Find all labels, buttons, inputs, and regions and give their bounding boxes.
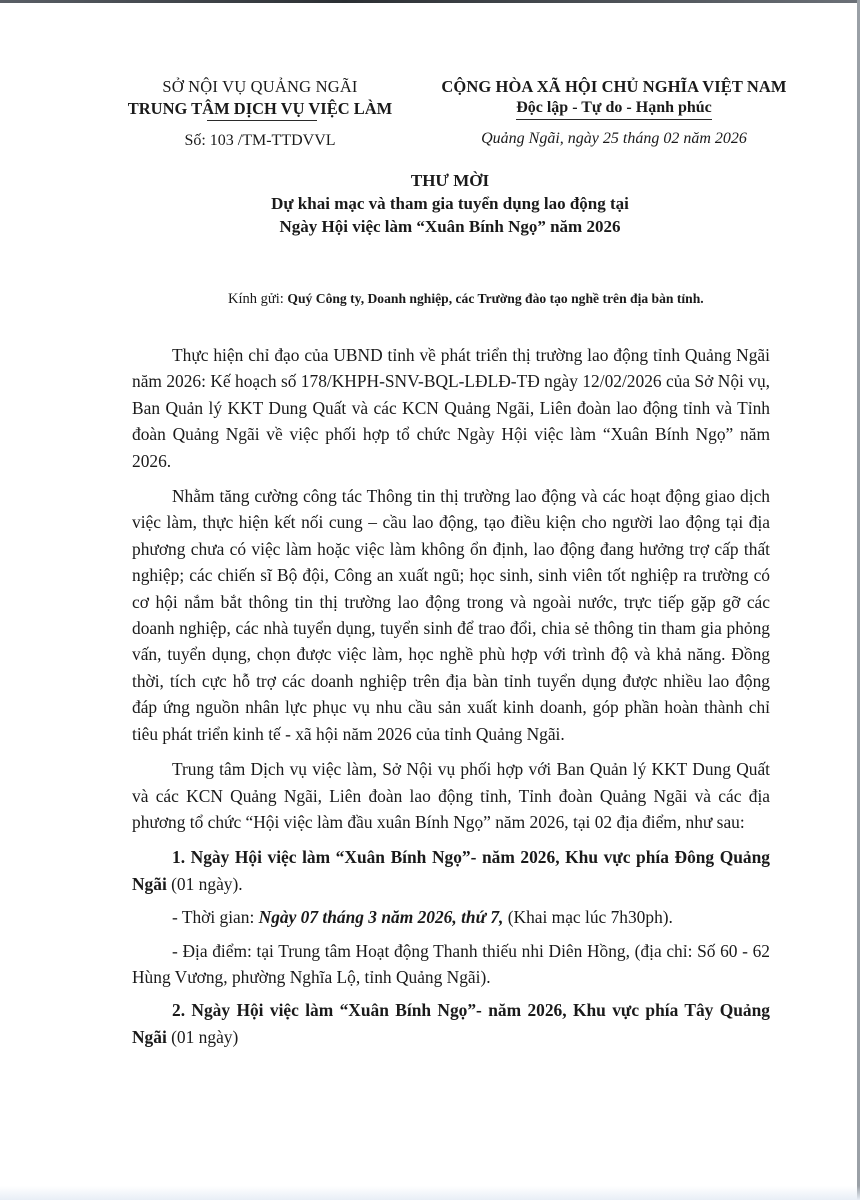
letter-subtitle-line-2: Ngày Hội việc làm “Xuân Bính Ngọ” năm 2026 xyxy=(279,217,621,236)
letter-body xyxy=(132,342,770,1057)
addressee-label: Kính gửi: xyxy=(228,291,288,307)
country-name: CỘNG HÒA XÃ HỘI CHỦ NGHĨA VIỆT NAM xyxy=(441,77,787,96)
event-1-time-label: - Thời gian: xyxy=(172,907,259,928)
event-1-time-note: (Khai mạc lúc 7h30ph). xyxy=(503,907,673,928)
letter-subtitle-line-1: Dự khai mạc và tham gia tuyển dụng lao động tại xyxy=(271,194,629,213)
event-2-heading xyxy=(132,997,770,1050)
document-number: Số: 103 /TM-TTDVVL xyxy=(184,132,336,149)
event-1-duration: (01 ngày). xyxy=(166,873,243,894)
event-1-heading xyxy=(132,844,770,897)
event-2-title: 2. Ngày Hội việc làm “Xuân Bính Ngọ”- năm 2026, Khu vực phía Tây Quảng Ngãi xyxy=(132,1000,770,1047)
scan-bottom-edge xyxy=(0,1186,860,1200)
letter-title-block xyxy=(130,170,770,238)
national-motto: Độc lập - Tự do - Hạnh phúc xyxy=(516,98,712,120)
scan-top-edge xyxy=(0,0,860,3)
event-1-title: 1. Ngày Hội việc làm “Xuân Bính Ngọ”- năm 2026, Khu vực phía Đông Quảng Ngãi xyxy=(132,847,770,894)
addressee-line xyxy=(228,289,808,309)
issuing-agency-block xyxy=(100,76,420,152)
body-paragraph: Thực hiện chỉ đạo của UBND tỉnh về phát triển thị trường lao động tỉnh Quảng Ngãi năm 2026: Kế hoạch số 178/KHPH-SNV-BQL-LĐLĐ-TĐ ngày 12/02/2026 của Sở Nội vụ, Ban Quản lý KKT Dung Quất và các KCN Quảng Ngãi, Liên đoàn lao động tỉnh và Tỉnh đoàn Quảng Ngãi về việc phối hợp tổ chức Ngày Hội việc làm “Xuân Bính Ngọ” năm 2026. xyxy=(132,345,770,471)
event-1-time-value: Ngày 07 tháng 3 năm 2026, thứ 7, xyxy=(258,907,504,928)
body-paragraph: Trung tâm Dịch vụ việc làm, Sở Nội vụ phối hợp với Ban Quản lý KKT Dung Quất và các KCN Quảng Ngãi, Liên đoàn lao động tỉnh, Tỉnh đoàn Quảng Ngãi và các địa phương tổ chức “Hội việc làm đầu xuân Bính Ngọ” năm 2026, tại 02 địa điểm, như sau: xyxy=(132,759,770,832)
event-2-duration: (01 ngày) xyxy=(166,1026,239,1047)
parent-agency: SỞ NỘI VỤ QUẢNG NGÃI xyxy=(162,77,358,96)
agency-name: TRUNG TÂM DỊCH VỤ VIỆC LÀM xyxy=(127,99,393,118)
body-paragraph: Nhằm tăng cường công tác Thông tin thị trường lao động và các hoạt động giao dịch việc làm, thực hiện kết nối cung – cầu lao động, tạo điều kiện cho người lao động tại địa phương chưa có việc làm hoặc việc làm không ổn định, lao động đang hưởng trợ cấp thất nghiệp; các chiến sĩ Bộ đội, Công an xuất ngũ; học sinh, sinh viên tốt nghiệp ra trường có cơ hội nắm bắt thông tin thị trường lao động trong và ngoài nước, trực tiếp gặp gỡ các doanh nghiệp, các nhà tuyển dụng, tuyển sinh để trao đổi, chia sẻ thông tin tham gia phỏng vấn, tuyển dụng, chọn được việc làm, học nghề phù hợp với trình độ và khả năng. Đồng thời, tích cực hỗ trợ các doanh nghiệp trên địa bàn tỉnh tuyển dụng được nhiều lao động đáp ứng nguồn nhân lực phục vụ nhu cầu sản xuất kinh doanh, góp phần hoàn thành chỉ tiêu phát triển kinh tế - xã hội năm 2026 của tỉnh Quảng Ngãi. xyxy=(132,486,770,744)
event-1-time xyxy=(132,904,770,930)
letter-title: THƯ MỜI xyxy=(410,171,490,190)
national-heading-block xyxy=(408,76,820,150)
place-and-date: Quảng Ngãi, ngày 25 tháng 02 năm 2026 xyxy=(481,130,747,147)
agency-underline xyxy=(207,120,317,121)
event-1-venue: - Địa điểm: tại Trung tâm Hoạt động Thanh thiếu nhi Diên Hồng, (địa chỉ: Số 60 - 62 Hùng Vương, phường Nghĩa Lộ, tỉnh Quảng Ngãi). xyxy=(132,940,770,987)
addressee-recipients: Quý Công ty, Doanh nghiệp, các Trường đào tạo nghề trên địa bàn tỉnh. xyxy=(287,291,704,306)
